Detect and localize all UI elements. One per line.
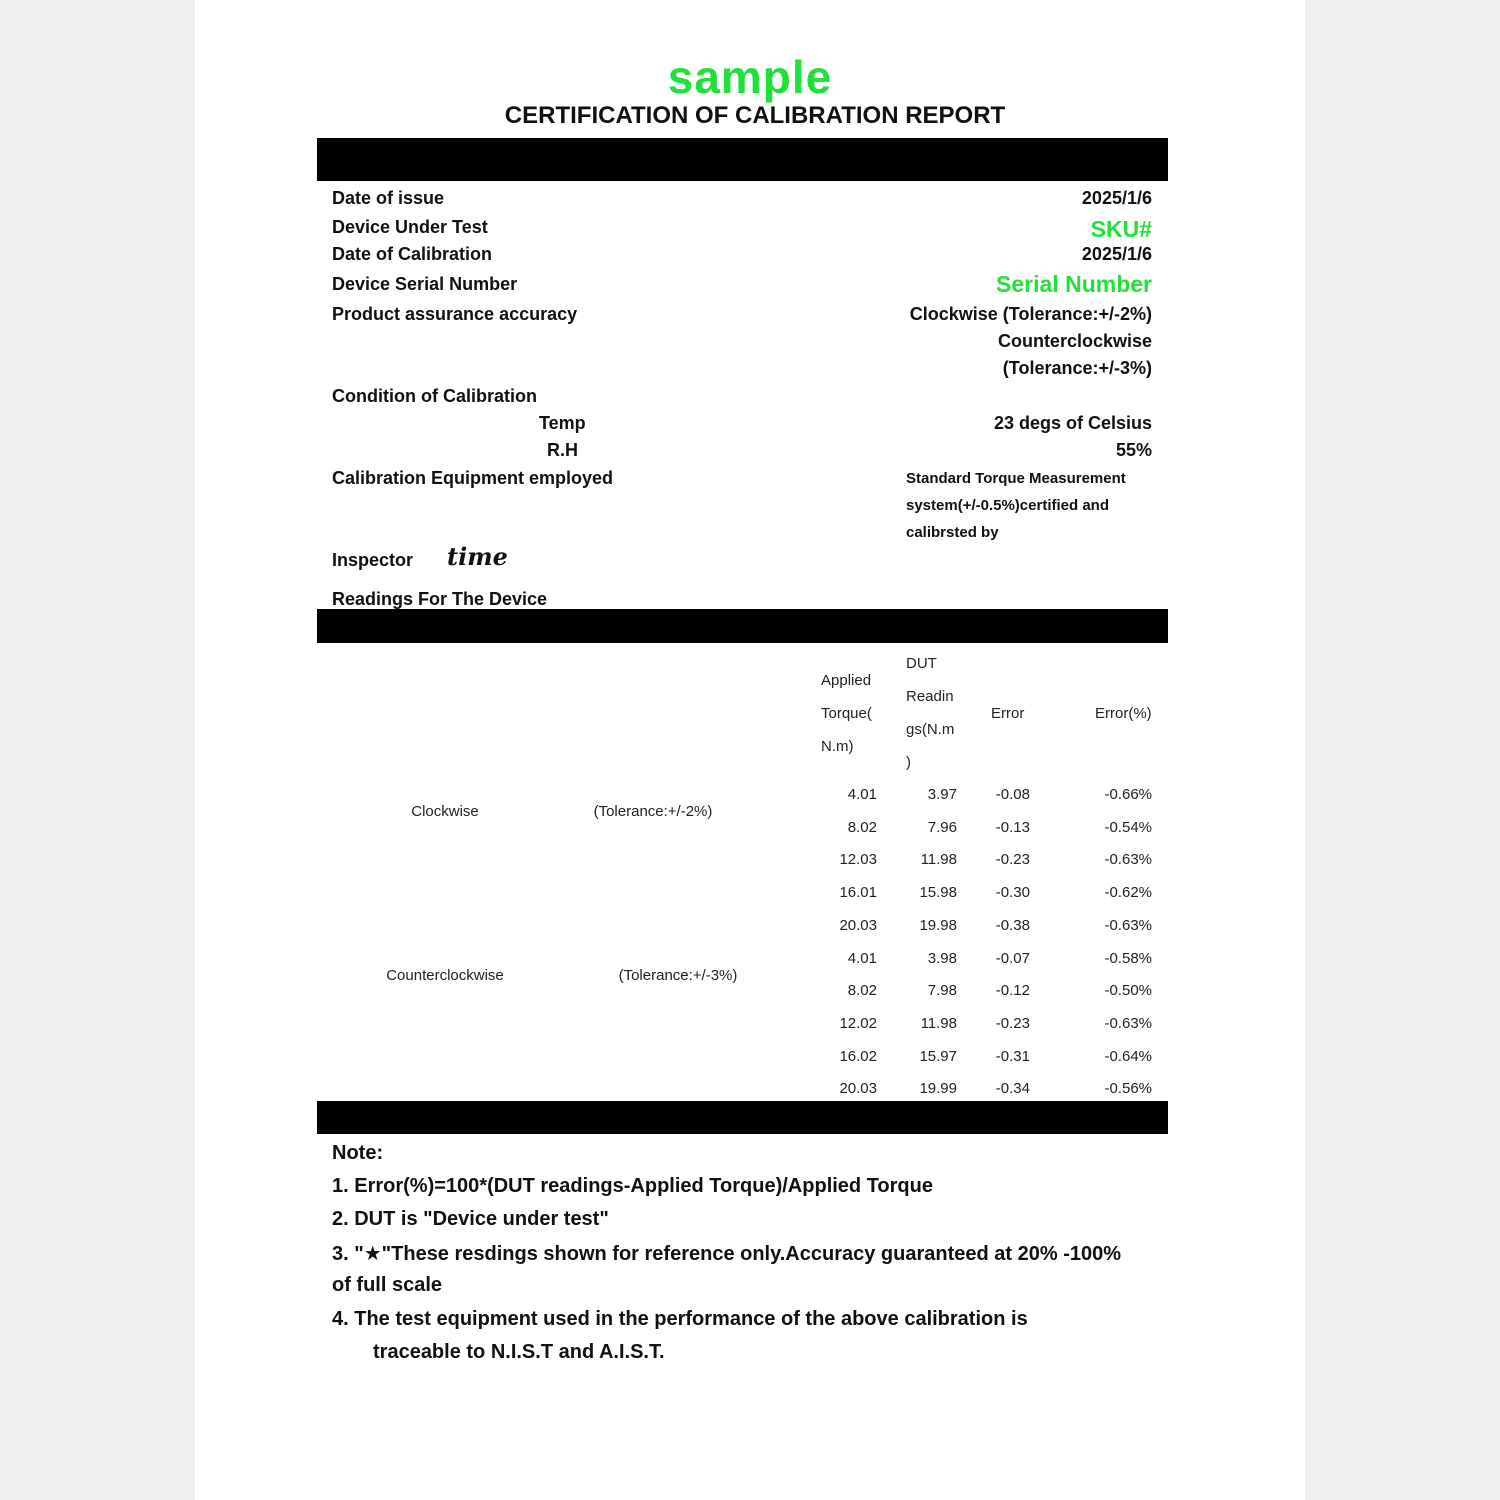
note-3-line-1: 3. "★"These resdings shown for reference only.Accuracy guaranteed at 20% -100% [332, 1243, 1122, 1265]
cell-dut-reading: 3.98 [927, 949, 957, 967]
note-1: 1. Error(%)=100*(DUT readings-Applied Torque)/Applied Torque [332, 1175, 933, 1197]
temp-label: Temp [539, 413, 586, 433]
cell-applied-torque: 20.03 [839, 1080, 877, 1098]
accuracy-clockwise: Clockwise (Tolerance:+/-2%) [909, 304, 1152, 324]
date-of-calibration-label: Date of Calibration [332, 244, 493, 264]
cell-dut-reading: 19.98 [919, 916, 957, 934]
cell-applied-torque: 8.02 [847, 982, 877, 1000]
cell-error-percent: -0.64% [1104, 1047, 1152, 1065]
cell-error-percent: -0.56% [1104, 1080, 1152, 1098]
cell-error: -0.23 [995, 1014, 1030, 1032]
cell-error-percent: -0.63% [1104, 916, 1152, 934]
device-under-test-value: SKU# [1090, 216, 1152, 242]
equipment-label: Calibration Equipment employed [332, 468, 614, 488]
inspector-label: Inspector [332, 550, 414, 570]
date-of-issue-label: Date of issue [332, 188, 445, 208]
note-4-line-2: traceable to N.I.S.T and A.I.S.T. [373, 1341, 665, 1363]
group-clockwise-tolerance: (Tolerance:+/-2%) [593, 803, 713, 820]
sample-watermark: sample [667, 51, 833, 103]
report-title: CERTIFICATION OF CALIBRATION REPORT [504, 102, 1006, 129]
serial-number-value: Serial Number [996, 271, 1152, 297]
note-2: 2. DUT is "Device under test" [332, 1208, 609, 1230]
cell-error-percent: -0.63% [1104, 851, 1152, 869]
cell-applied-torque: 4.01 [847, 786, 877, 803]
header-applied-torque: Applied Torque( N.m) [821, 672, 872, 755]
header-error-percent: Error(%) [1095, 705, 1152, 722]
cell-error: -0.08 [995, 786, 1030, 803]
header-error: Error [991, 705, 1025, 722]
redaction-bar-top [317, 138, 1168, 181]
cell-error: -0.12 [995, 982, 1030, 1000]
redaction-bar-middle [317, 609, 1168, 643]
device-under-test-label: Device Under Test [332, 217, 488, 237]
cell-applied-torque: 12.03 [839, 851, 877, 869]
inspector-signature: time [447, 542, 508, 571]
cell-dut-reading: 15.97 [919, 1047, 957, 1065]
note-3-line-2: of full scale [332, 1274, 443, 1296]
rh-value: 55% [1115, 440, 1152, 460]
redaction-bar-bottom [317, 1101, 1168, 1134]
note-heading: Note: [332, 1142, 384, 1164]
cell-dut-reading: 3.97 [927, 786, 957, 803]
cell-error: -0.13 [995, 818, 1030, 836]
rh-label: R.H [547, 440, 578, 460]
cell-applied-torque: 8.02 [847, 818, 877, 836]
cell-error: -0.30 [995, 884, 1030, 902]
cell-error-percent: -0.54% [1104, 818, 1152, 836]
cell-error: -0.38 [995, 916, 1030, 934]
cell-error-percent: -0.63% [1104, 1014, 1152, 1032]
cell-applied-torque: 4.01 [847, 949, 877, 967]
accuracy-counterclockwise: Counterclockwise [997, 331, 1152, 351]
cell-applied-torque: 16.01 [839, 884, 877, 902]
group-counterclockwise-direction: Counterclockwise [386, 967, 504, 984]
cell-error: -0.23 [995, 851, 1030, 869]
readings-label: Readings For The Device [332, 589, 548, 609]
cell-dut-reading: 7.96 [927, 818, 957, 836]
cell-applied-torque: 20.03 [839, 916, 877, 934]
temp-value: 23 degs of Celsius [993, 413, 1152, 433]
cell-dut-reading: 19.99 [919, 1080, 957, 1098]
cell-error-percent: -0.66% [1104, 786, 1152, 803]
condition-label: Condition of Calibration [332, 386, 537, 406]
note-4-line-1: 4. The test equipment used in the performance of the above calibration is [332, 1308, 1028, 1330]
cell-dut-reading: 11.98 [920, 851, 957, 869]
cell-error-percent: -0.50% [1104, 982, 1152, 1000]
cell-error: -0.34 [995, 1080, 1030, 1098]
accuracy-label: Product assurance accuracy [332, 304, 578, 324]
group-clockwise-direction: Clockwise [411, 803, 479, 820]
accuracy-counterclockwise-tolerance: (Tolerance:+/-3%) [1002, 358, 1152, 378]
cell-dut-reading: 11.98 [920, 1014, 957, 1032]
date-of-calibration-value: 2025/1/6 [1081, 244, 1152, 264]
serial-number-label: Device Serial Number [332, 274, 518, 294]
cell-error: -0.31 [995, 1047, 1030, 1065]
header-dut-readings: DUT Readin gs(N.m ) [906, 655, 955, 771]
cell-error-percent: -0.58% [1104, 949, 1152, 967]
cell-dut-reading: 15.98 [919, 884, 957, 902]
cell-error: -0.07 [995, 949, 1030, 967]
cell-applied-torque: 12.02 [839, 1014, 877, 1032]
cell-dut-reading: 7.98 [927, 982, 957, 1000]
equipment-value: Standard Torque Measurement system(+/-0.5%)certified and calibrsted by [906, 470, 1126, 541]
date-of-issue-value: 2025/1/6 [1081, 188, 1152, 208]
cell-applied-torque: 16.02 [839, 1047, 877, 1065]
group-counterclockwise-tolerance: (Tolerance:+/-3%) [618, 967, 738, 984]
cell-error-percent: -0.62% [1104, 884, 1152, 902]
